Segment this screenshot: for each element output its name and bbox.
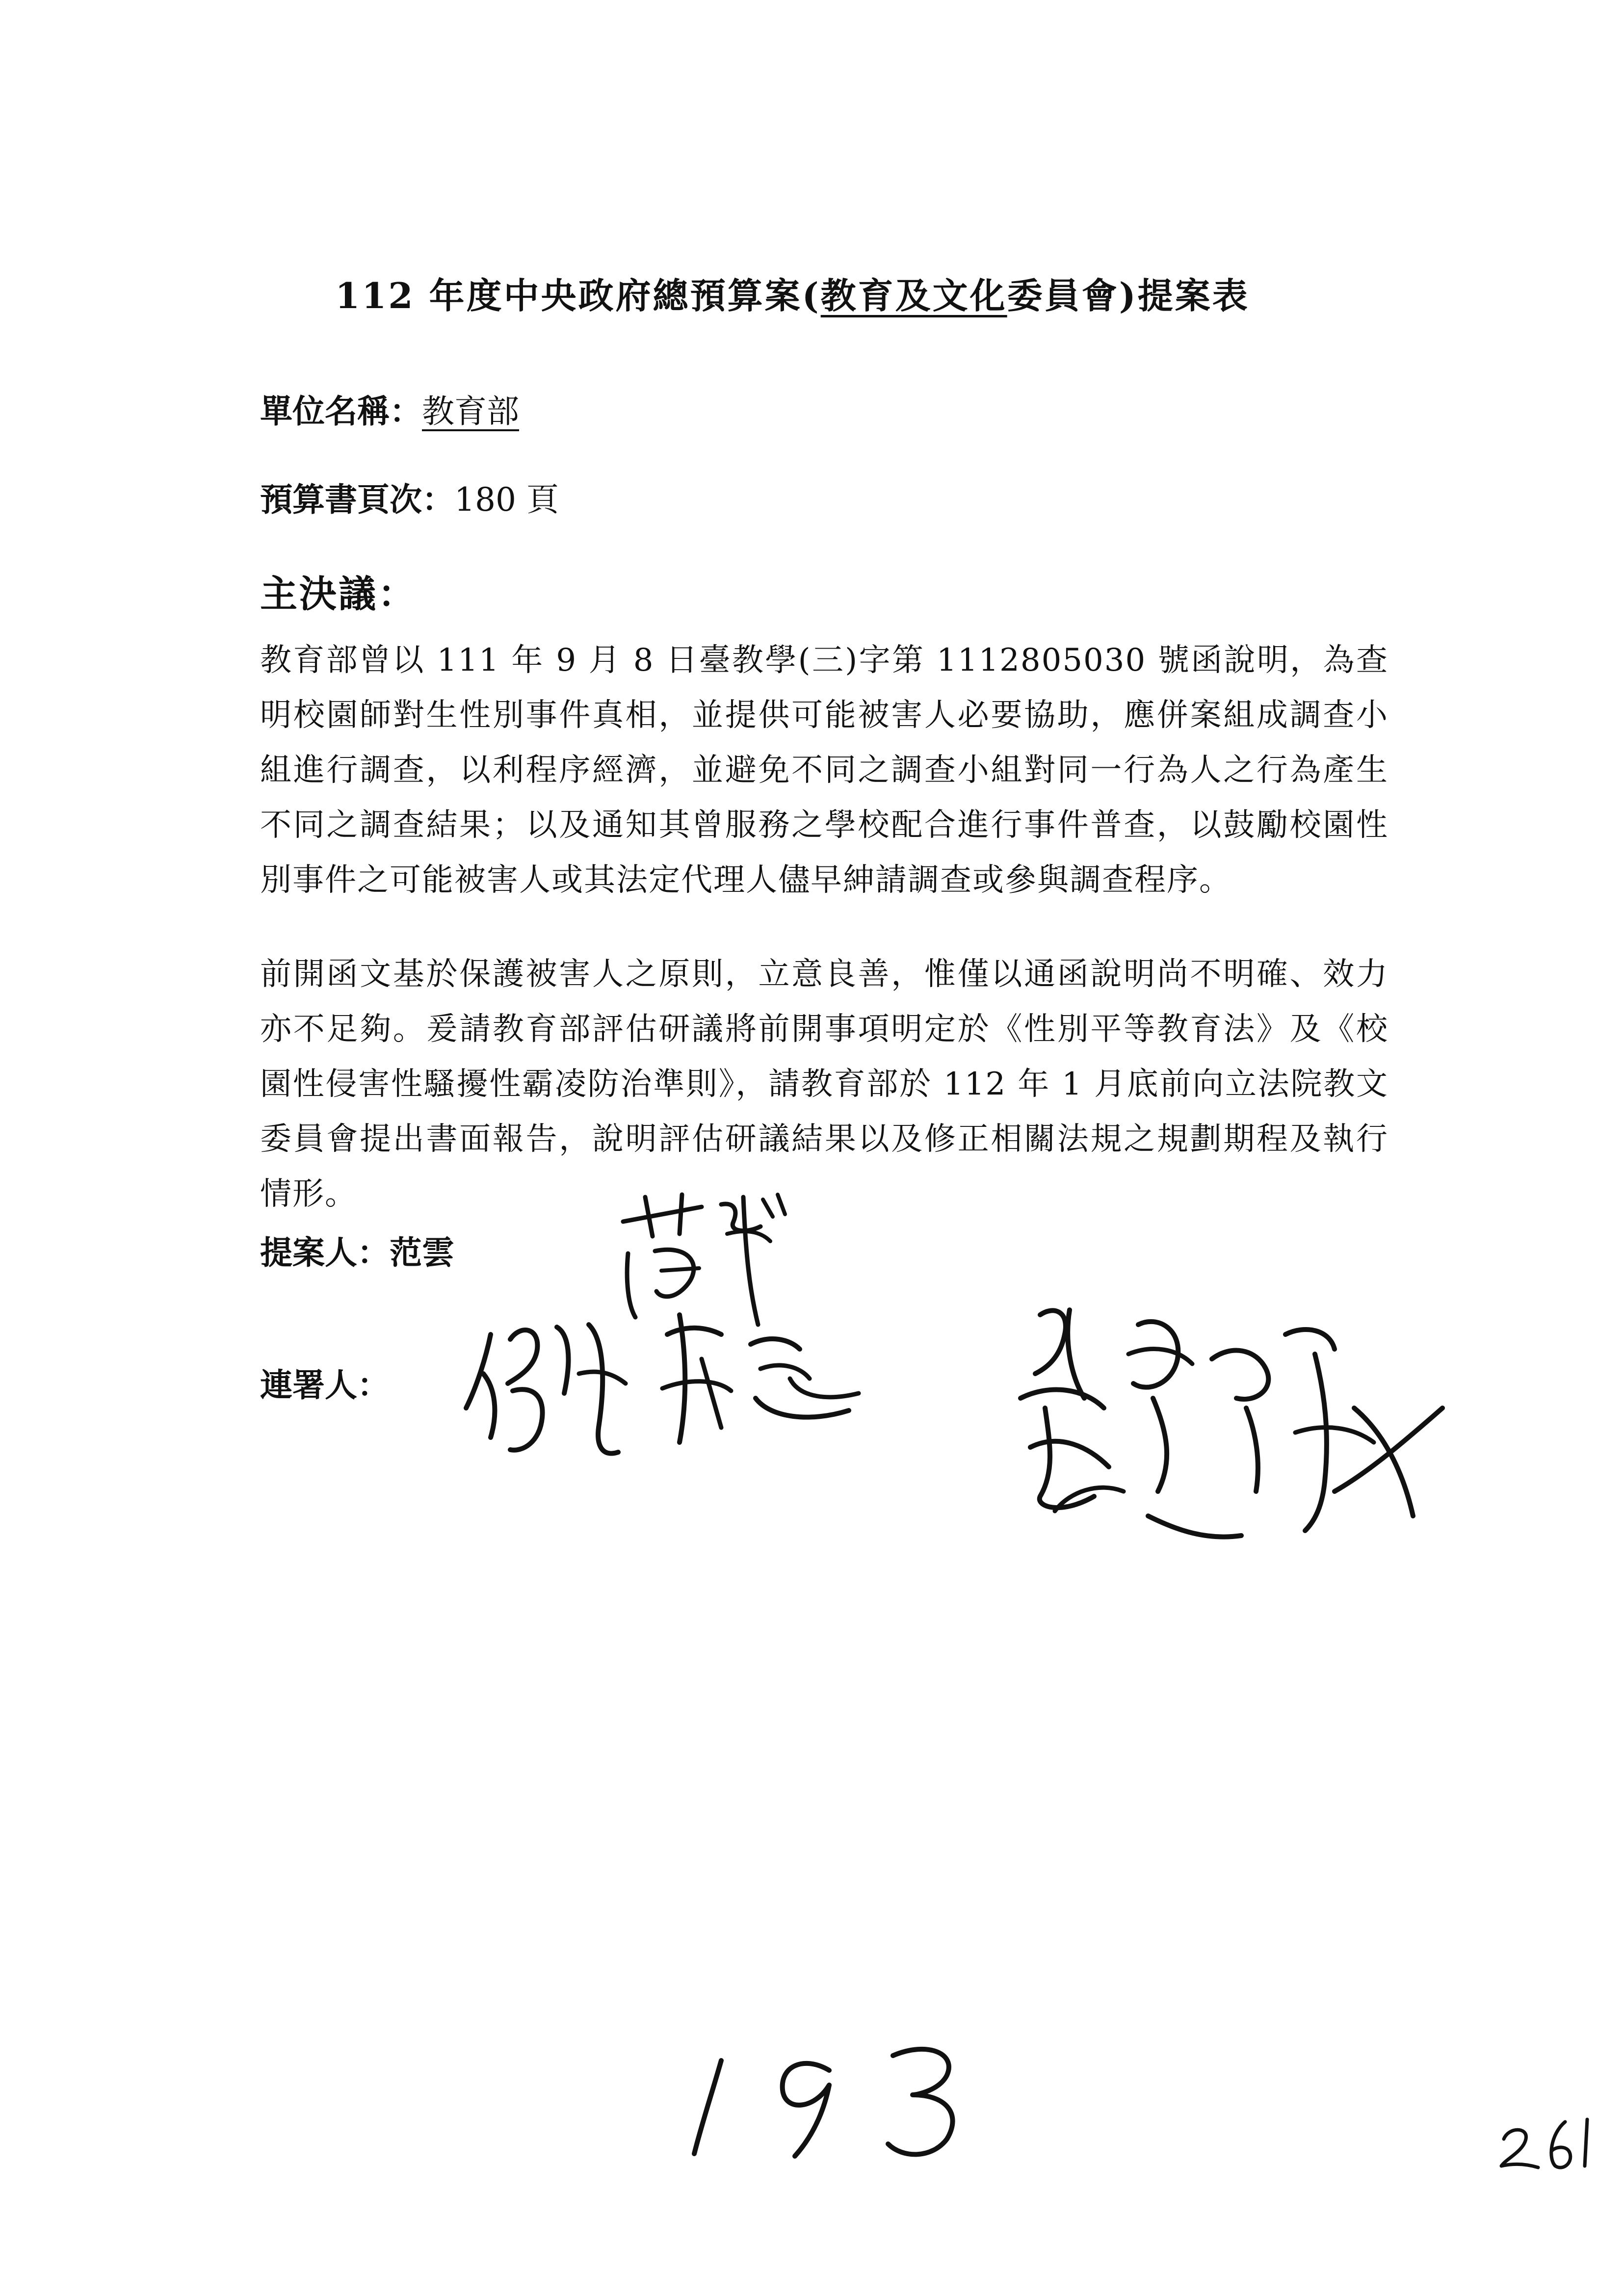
unit-name-value: 教育部 bbox=[422, 392, 519, 430]
resolution-paragraph-2: 前開函文基於保護被害人之原則，立意良善，惟僅以通函說明尚不明確、效力亦不足夠。爰請教育部評估研議將前開事項明定於《性別平等教育法》及《校園性侵害性騷擾性霸凌防治準則》，請教育部於 112 年 1 月底前向立法院教文委員會提出書面報告，說明評估研議結果以及修正相關法規之規劃期程及執行情形。 bbox=[260, 956, 1388, 1212]
title-committee: 教育及文化 bbox=[820, 275, 1007, 316]
resolution-paragraph-1: 教育部曾以 111 年 9 月 8 日臺教學(三)字第 1112805030 號函說明，為查明校園師對生性別事件真相，並提供可能被害人必要協助，應併案組成調查小組進行調查，以利程序經濟，並避免不同之調查小組對同一行為人之行為產生不同之調查結果；以及通知其曾服務之學校配合進行事件普查，以鼓勵校園性別事件之可能被害人或其法定代理人儘早紳請調查或參與調查程序。 bbox=[260, 642, 1388, 898]
unit-name-field bbox=[260, 385, 519, 432]
unit-name-label: 單位名稱： bbox=[260, 392, 422, 430]
budget-page-label: 預算書頁次： bbox=[260, 480, 454, 519]
document-title bbox=[186, 267, 1398, 318]
title-prefix: 112 年度中央政府總預算案( bbox=[335, 275, 821, 316]
page-number-handwritten bbox=[682, 2026, 1001, 2173]
proposer-line bbox=[260, 1226, 454, 1273]
proposer-name: 范雲 bbox=[390, 1233, 454, 1272]
budget-page-value: 180 頁 bbox=[454, 481, 559, 519]
cosigner-signature-2 bbox=[1011, 1285, 1452, 1629]
cosigner-signature-1 bbox=[456, 1305, 947, 1472]
corner-number-handwritten bbox=[1492, 2110, 1599, 2178]
cosigner-label: 連署人： bbox=[260, 1366, 390, 1404]
proposer-label: 提案人： bbox=[260, 1233, 390, 1272]
budget-page-field bbox=[260, 473, 559, 520]
title-suffix: 委員會)提案表 bbox=[1007, 275, 1250, 316]
main-resolution-heading: 主決議： bbox=[260, 572, 417, 616]
